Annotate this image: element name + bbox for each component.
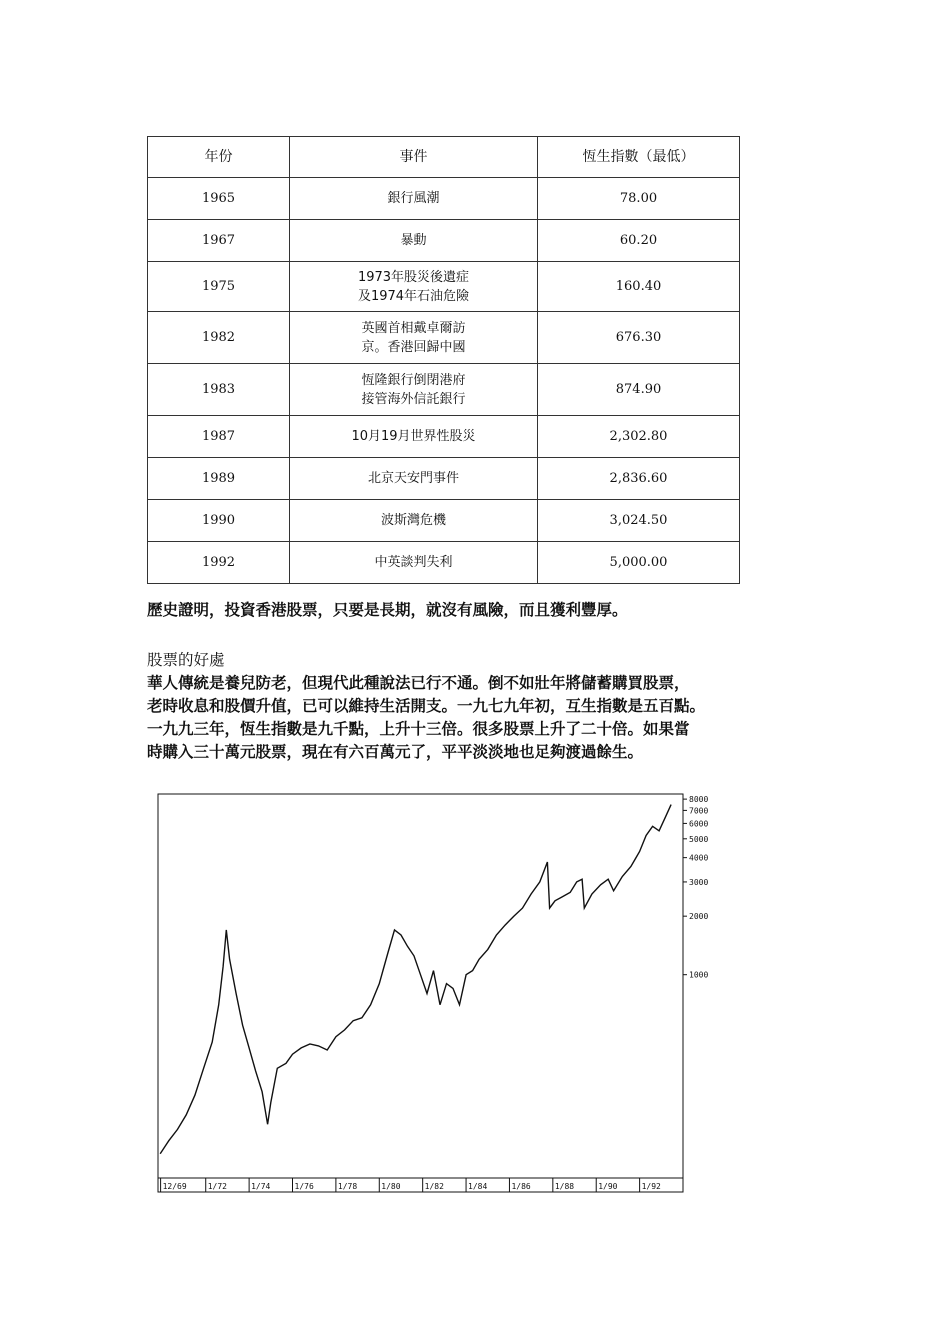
cell-year: 1992 [148, 542, 290, 584]
y-tick-label: 2000 [689, 912, 709, 922]
cell-year: 1983 [148, 364, 290, 416]
table-row [148, 542, 740, 584]
cell-year: 1975 [148, 262, 290, 312]
cell-index: 160.40 [538, 262, 740, 312]
x-tick-label: 1/72 [207, 1182, 227, 1191]
header-index: 恆生指數（最低） [538, 137, 740, 178]
cell-index: 2,302.80 [538, 416, 740, 458]
body-paragraph: 華人傳統是養兒防老，但現代此種說法已行不通。倒不如壯年將儲蓄購買股票， 老時收息和股價升值，已可以維持生活開支。一九七九年初，互生指數是五百點。 一九九三年，恆生指數是九千點，上升十三倍。很多股票上升了二十倍。如果當 時購入三十萬元股票，現在有六百萬元了，平平淡淡地也足夠渡過餘生。 [147, 674, 706, 761]
cell-year: 1989 [148, 458, 290, 500]
cell-event: 暴動 [290, 220, 538, 262]
x-axis-ticks [161, 1178, 661, 1192]
y-tick-label: 6000 [689, 819, 709, 829]
y-tick-label: 5000 [689, 834, 709, 844]
x-tick-label: 12/69 [162, 1182, 187, 1191]
hsi-log-chart [150, 788, 735, 1200]
table-row [148, 500, 740, 542]
x-tick-label: 1/78 [337, 1182, 358, 1191]
cell-year: 1965 [148, 178, 290, 220]
cell-event: 恆隆銀行倒閉港府 接管海外信託銀行 [290, 364, 538, 416]
cell-event: 1973年股災後遺症 及1974年石油危險 [290, 262, 538, 312]
hsi-history-table [147, 136, 740, 584]
x-tick-label: 1/90 [598, 1182, 618, 1191]
cell-index: 60.20 [538, 220, 740, 262]
cell-event: 英國首相戴卓爾訪 京。香港回歸中國 [290, 312, 538, 364]
cell-event: 北京天安門事件 [290, 458, 538, 500]
x-tick-label: 1/84 [468, 1182, 488, 1191]
x-tick-label: 1/82 [424, 1182, 444, 1191]
y-tick-label: 8000 [689, 795, 709, 805]
cell-index: 78.00 [538, 178, 740, 220]
cell-event: 銀行風潮 [290, 178, 538, 220]
header-year: 年份 [148, 137, 290, 178]
y-tick-label: 1000 [689, 970, 709, 980]
table-header-row [148, 137, 740, 178]
table-row [148, 458, 740, 500]
table-row [148, 178, 740, 220]
table-row [148, 262, 740, 312]
y-axis-ticks [683, 795, 708, 980]
plot-frame [158, 794, 683, 1192]
x-tick-label: 1/92 [641, 1182, 661, 1191]
cell-year: 1967 [148, 220, 290, 262]
cell-year: 1990 [148, 500, 290, 542]
x-tick-label: 1/88 [554, 1182, 575, 1191]
cell-year: 1982 [148, 312, 290, 364]
cell-event: 10月19月世界性股災 [290, 416, 538, 458]
x-tick-label: 1/76 [294, 1182, 314, 1191]
cell-event: 中英談判失利 [290, 542, 538, 584]
table-row [148, 364, 740, 416]
cell-index: 2,836.60 [538, 458, 740, 500]
table-row [148, 220, 740, 262]
cell-event: 波斯灣危機 [290, 500, 538, 542]
table-row [148, 416, 740, 458]
x-tick-label: 1/80 [381, 1182, 401, 1191]
cell-year: 1987 [148, 416, 290, 458]
hsi-series-line [160, 805, 671, 1154]
cell-index: 874.90 [538, 364, 740, 416]
cell-index: 5,000.00 [538, 542, 740, 584]
header-event: 事件 [290, 137, 538, 178]
table-row [148, 312, 740, 364]
x-tick-label: 1/86 [511, 1182, 531, 1191]
y-tick-label: 7000 [689, 806, 709, 816]
y-tick-label: 3000 [689, 877, 709, 887]
section-heading: 股票的好處 [147, 651, 225, 669]
conclusion-text: 歷史證明，投資香港股票，只要是長期，就沒有風險，而且獲利豐厚。 [147, 601, 628, 619]
cell-index: 676.30 [538, 312, 740, 364]
y-tick-label: 4000 [689, 853, 709, 863]
x-tick-label: 1/74 [251, 1182, 271, 1191]
cell-index: 3,024.50 [538, 500, 740, 542]
